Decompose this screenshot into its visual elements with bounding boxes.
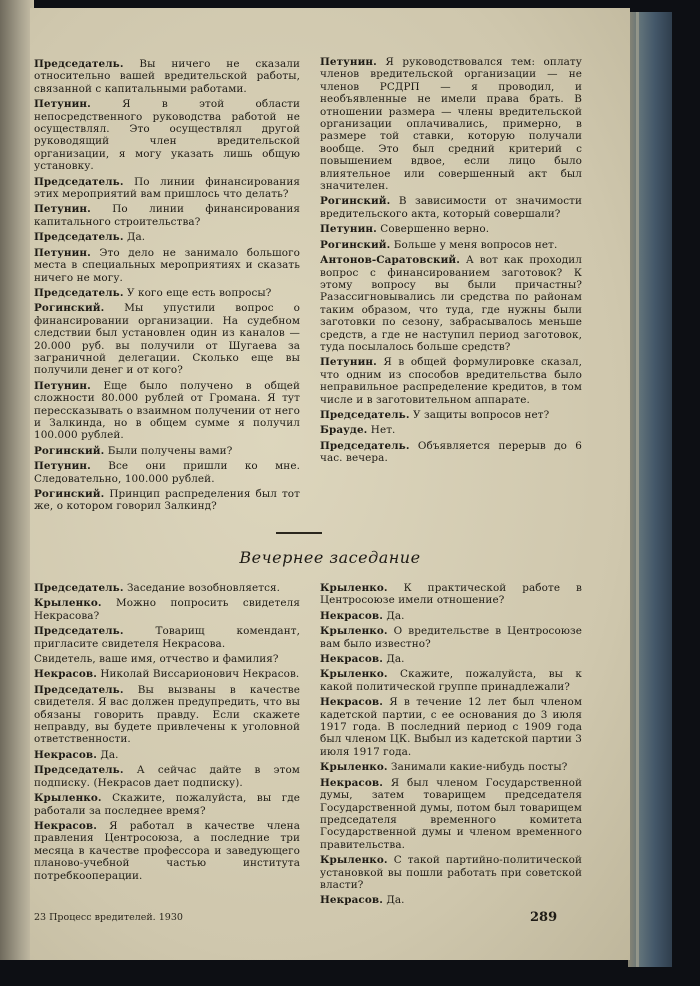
transcript-paragraph bbox=[34, 820, 300, 882]
speech-text: Скажите, пожалуйста, вы где работали за последнее время? bbox=[34, 792, 301, 817]
speaker-name: Крыленко. bbox=[320, 854, 388, 867]
speech-text: Вы вызваны в качестве свидетеля. Я вас должен предупредить, что вы обязаны говорить правду. Если скажете неправду, вы будете привлечены к уголовной ответственности. bbox=[34, 683, 300, 746]
speaker-name: Председатель. bbox=[34, 58, 124, 70]
transcript-paragraph bbox=[320, 625, 582, 650]
speaker-name: Некрасов. bbox=[320, 653, 383, 666]
speech-text: Мы упустили вопрос о финансировании организации. На судебном следствии был установлен один из каналов — 20.000 руб. вы получили от Шугаева за заграничной делегации. Сколько еще вы получили денег и от кого? bbox=[34, 302, 300, 377]
transcript-paragraph bbox=[320, 223, 582, 235]
speaker-name: Петунин. bbox=[320, 356, 377, 369]
speech-text: Николай Виссарионович Некрасов. bbox=[100, 668, 300, 681]
speech-text: А сейчас дайте в этом подписку. (Некрасов дает подписку). bbox=[34, 764, 300, 789]
speech-text: Совершенно верно. bbox=[380, 223, 490, 236]
speech-text: Я в этой области непосредственного руководства работой не осуществлял. Это осуществлял другой руководящий член вредительской организации, я могу указать лишь общую установку. bbox=[34, 98, 300, 173]
speech-text: Свидетель, ваше имя, отчество и фамилия? bbox=[34, 653, 279, 666]
transcript-paragraph bbox=[320, 356, 582, 406]
transcript-paragraph bbox=[34, 176, 300, 201]
transcript-paragraph bbox=[320, 440, 582, 465]
speech-text: Еще было получено в общей сложности 80.000 рублей от Громана. Я тут перессказывать о взаимном получении от него и Залкинда, но в общем сумме я получил 100.000 рублей. bbox=[34, 379, 301, 442]
transcript-paragraph bbox=[34, 380, 300, 442]
book-spine bbox=[628, 12, 672, 967]
transcript-paragraph bbox=[320, 409, 582, 421]
speaker-name: Некрасов. bbox=[320, 776, 383, 789]
speaker-name: Председатель. bbox=[34, 683, 124, 696]
speaker-name: Рогинский. bbox=[320, 195, 391, 208]
transcript-paragraph bbox=[320, 424, 582, 436]
transcript-paragraph bbox=[34, 302, 300, 376]
speech-text: По линии финансирования капитального строительства? bbox=[34, 203, 300, 228]
speaker-name: Председатель. bbox=[34, 286, 124, 299]
speaker-name: Некрасов. bbox=[34, 668, 97, 681]
transcript-paragraph bbox=[34, 653, 300, 665]
speaker-name: Петунин. bbox=[320, 223, 377, 236]
speech-text: Я работал в качестве члена правления Центросоюза, а последние три месяца в качестве профессора и заведующего планово-учебной частью института потребкооперации. bbox=[34, 819, 300, 882]
transcript-paragraph bbox=[320, 254, 582, 353]
transcript-paragraph bbox=[34, 749, 300, 761]
section-divider bbox=[276, 532, 322, 534]
speaker-name: Крыленко. bbox=[320, 761, 388, 774]
transcript-paragraph bbox=[34, 764, 300, 789]
speech-text: Я в течение 12 лет был членом кадетской партии, с ее основания до 3 июля 1917 года. В последний период с 1909 года был членом ЦК. Выбыл из кадетской партии 3 июля 1917 года. bbox=[320, 696, 583, 758]
transcript-paragraph bbox=[34, 445, 300, 457]
speaker-name: Председатель. bbox=[320, 439, 410, 452]
transcript-paragraph bbox=[320, 610, 582, 622]
speech-text: Я в общей формулировке сказал, что одним из способов вредительства было неправильное распределение кредитов, в том числе и в заготовительном аппарате. bbox=[320, 356, 583, 406]
speech-text: Да. bbox=[386, 894, 405, 907]
speaker-name: Крыленко. bbox=[320, 668, 388, 681]
speech-text: У кого еще есть вопросы? bbox=[126, 286, 272, 299]
speech-text: С такой партийно-политической установкой вы пошли работать при советской власти? bbox=[320, 854, 582, 891]
speaker-name: Председатель. bbox=[34, 175, 124, 188]
speaker-name: Председатель. bbox=[34, 764, 124, 777]
speaker-name: Некрасов. bbox=[34, 748, 97, 761]
speech-text: Были получены вами? bbox=[107, 444, 233, 457]
speech-text: У защиты вопросов нет? bbox=[412, 408, 550, 421]
speaker-name: Петунин. bbox=[34, 98, 91, 111]
speaker-name: Крыленко. bbox=[34, 597, 102, 610]
speech-text: Все они пришли ко мне. Следовательно, 100.000 рублей. bbox=[34, 460, 300, 485]
transcript-paragraph bbox=[34, 460, 300, 485]
section-title: Вечернее заседание bbox=[239, 548, 421, 567]
speech-text: Я был членом Государственной думы, затем товарищем председателя Государственной думы, потом был товарищем председателя временного комитета Государственной думы и членом временного правительства. bbox=[320, 776, 582, 851]
speech-text: К практической работе в Центросоюзе имели отношение? bbox=[320, 582, 583, 607]
footer-signature: 23 Процесс вредителей. 1930 bbox=[34, 912, 183, 923]
transcript-paragraph bbox=[320, 894, 582, 906]
speech-text: Это дело не занимало большого места в специальных мероприятиях и сказать ничего не могу. bbox=[34, 246, 300, 284]
speaker-name: Рогинский. bbox=[34, 444, 105, 457]
transcript-paragraph bbox=[320, 761, 582, 773]
speaker-name: Брауде. bbox=[320, 424, 368, 437]
speaker-name: Петунин. bbox=[34, 379, 91, 392]
page-number: 289 bbox=[530, 910, 558, 925]
transcript-paragraph bbox=[34, 597, 300, 622]
speaker-name: Рогинский. bbox=[34, 488, 105, 500]
transcript-paragraph bbox=[34, 684, 300, 746]
speech-text: Товарищ комендант, пригласите свидетеля Некрасова. bbox=[34, 625, 301, 650]
speaker-name: Председатель. bbox=[34, 231, 124, 244]
transcript-paragraph bbox=[320, 653, 582, 665]
speaker-name: Крыленко. bbox=[320, 582, 388, 594]
speech-text: Да. bbox=[126, 231, 146, 244]
speaker-name: Крыленко. bbox=[34, 792, 102, 805]
speech-text: Нет. bbox=[370, 424, 396, 437]
speech-text: Заседание возобновляется. bbox=[126, 582, 281, 594]
speech-text: А вот как проходил вопрос с финансированием заготовок? К этому вопросу вы были причастны? Разассигновывались ли средства по районам таким образом, что туда, где нужны были заготовки по сезону, забрасывалось меньше средств, а где не наступил период заготовок, туда посылалось больше средств? bbox=[320, 254, 582, 353]
speaker-name: Рогинский. bbox=[34, 302, 105, 315]
transcript-paragraph bbox=[34, 582, 300, 594]
speaker-name: Председатель. bbox=[34, 625, 124, 638]
transcript-paragraph bbox=[34, 792, 300, 817]
facing-page-edge bbox=[0, 0, 34, 960]
speech-text: Да. bbox=[386, 609, 405, 622]
column-bottom-left bbox=[34, 582, 300, 885]
transcript-paragraph bbox=[34, 231, 300, 243]
speech-text: Да. bbox=[100, 748, 119, 761]
speech-text: Больше у меня вопросов нет. bbox=[393, 238, 558, 251]
transcript-paragraph bbox=[320, 582, 582, 607]
transcript-paragraph bbox=[320, 696, 582, 758]
transcript-paragraph bbox=[320, 239, 582, 251]
speaker-name: Антонов-Саратовский. bbox=[320, 254, 460, 267]
transcript-paragraph bbox=[34, 247, 300, 284]
speech-text: Я руководствовался тем: оплату членов вредительской организации — не членов РСДРП — я проводил, и необъявленные не имели права брать. В отношении размера — члены вредительской организации оплачивались, примерно, в размере той ставки, которую получали вообще. Это был средний критерий с повышением вдвое, если лицо было влиятельное или совершенный акт был значителен. bbox=[320, 56, 582, 193]
speech-text: Объявляется перерыв до 6 час. вечера. bbox=[320, 439, 583, 465]
transcript-paragraph bbox=[320, 56, 582, 192]
speaker-name: Некрасов. bbox=[320, 609, 383, 622]
speech-text: Принцип распределения был тот же, о котором говорил Залкинд? bbox=[34, 488, 300, 513]
speaker-name: Председатель. bbox=[34, 582, 124, 594]
transcript-paragraph bbox=[34, 488, 300, 513]
transcript-paragraph bbox=[34, 98, 300, 172]
speaker-name: Председатель. bbox=[320, 408, 410, 421]
transcript-paragraph bbox=[320, 668, 582, 693]
speaker-name: Некрасов. bbox=[320, 696, 383, 709]
book-page bbox=[30, 8, 630, 960]
column-top-left bbox=[34, 58, 300, 516]
speaker-name: Петунин. bbox=[34, 246, 91, 259]
transcript-paragraph bbox=[34, 203, 300, 228]
transcript-paragraph bbox=[34, 58, 300, 95]
speaker-name: Некрасов. bbox=[34, 819, 97, 832]
speaker-name: Петунин. bbox=[34, 203, 91, 216]
speech-text: Можно попросить свидетеля Некрасова? bbox=[34, 597, 300, 622]
transcript-paragraph bbox=[34, 287, 300, 299]
speaker-name: Петунин. bbox=[34, 460, 91, 473]
speech-text: Вы ничего не сказали относительно вашей вредительской работы, связанной с капитальными работами. bbox=[34, 58, 300, 95]
transcript-paragraph bbox=[34, 668, 300, 680]
transcript-paragraph bbox=[320, 195, 582, 220]
speech-text: В зависимости от значимости вредительского акта, который совершали? bbox=[320, 195, 583, 220]
speech-text: Да. bbox=[386, 653, 405, 666]
speech-text: Занимали какие-нибудь посты? bbox=[391, 761, 568, 774]
transcript-paragraph bbox=[320, 854, 582, 891]
speaker-name: Некрасов. bbox=[320, 894, 383, 907]
column-bottom-right bbox=[320, 582, 582, 910]
speaker-name: Петунин. bbox=[320, 56, 377, 68]
speaker-name: Крыленко. bbox=[320, 625, 388, 638]
transcript-paragraph bbox=[34, 625, 300, 650]
column-top-right bbox=[320, 56, 582, 468]
speech-text: О вредительстве в Центросоюзе вам было известно? bbox=[320, 625, 582, 650]
transcript-paragraph bbox=[320, 777, 582, 851]
speech-text: По линии финансирования этих мероприятий вам пришлось что делать? bbox=[34, 175, 301, 201]
speech-text: Скажите, пожалуйста, вы к какой политической группе принадлежали? bbox=[320, 668, 582, 693]
speaker-name: Рогинский. bbox=[320, 238, 391, 251]
